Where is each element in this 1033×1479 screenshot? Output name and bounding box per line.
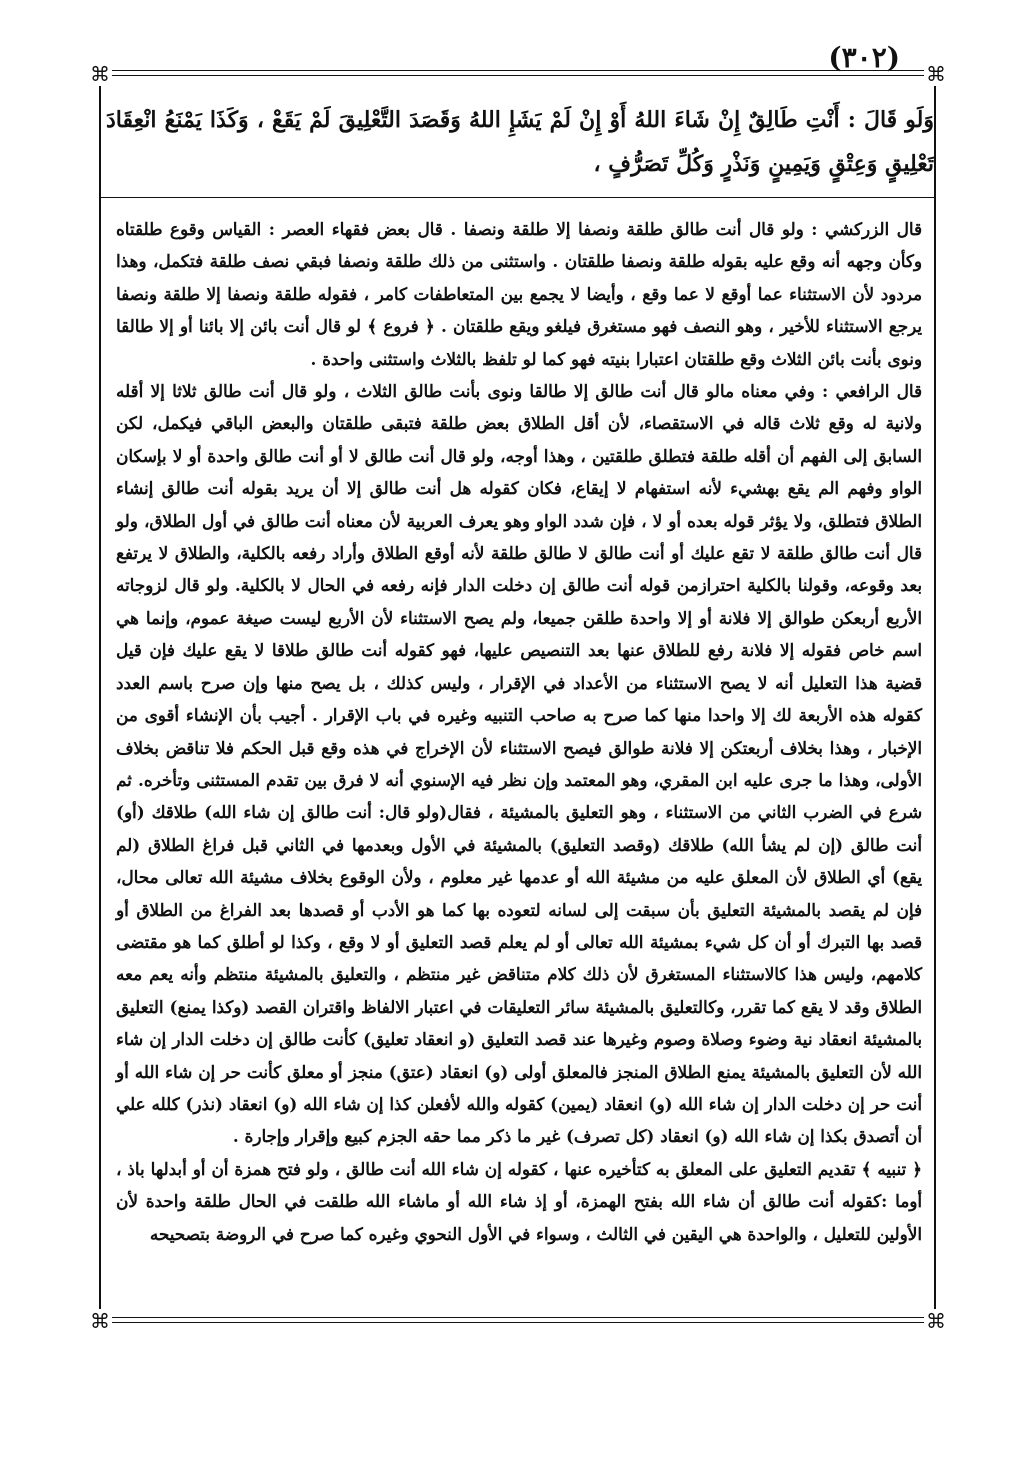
commentary-paragraph: قال الزركشي : ولو قال أنت طالق طلقة ونصفا إلا طلقة ونصفا . قال بعض فقهاء العصر : القياس وقوع طلقتاه وكأن وجهه أنه وقع عليه بقوله طلقة ونصفا طلقتان . واستثنى من ذلك طلقة ونصفا فبقي نصف طلقة فتكمل، وهذا مردود لأن الاستثناء عما أوقع لا عما وقع ، وأيضا لا يجمع بين المتعاطفات كامر ، فقوله طلقة ونصفا إلا طلقة ونصفا يرجع الاستثناء للأخير ، وهو النصف فهو مستغرق فيلغو ويقع طلقتان . ﴿ فروع ﴾ لو قال أنت بائن إلا بائنا أو إلا طالقا ونوى بأنت بائن الثلاث وقع طلقتان اعتبارا بنيته فهو كما لو تلفظ بالثلاث واستثنى واحدة . — [116, 219, 923, 369]
corner-ornament-icon: ⌘ — [90, 1309, 110, 1333]
corner-ornament-icon: ⌘ — [926, 1309, 946, 1333]
page-number: (٣٠٢) — [828, 41, 900, 74]
matn-text: وَلَو قَالَ : أَنْتِ طَالِقٌ إِنْ شَاءَ اللهُ أَوْ إِنْ لَمْ يَشَإِ اللهُ وَقَصَدَ التَّعْلِيقَ لَمْ يَقَعْ ، وَكَذَا يَمْنَعُ انْعِقَادَ تَعْلِيقٍ وَعِتْقٍ وَيَمِينٍ وَنَذْرٍ وَكُلِّ تَصَرُّفٍ ، — [106, 107, 934, 177]
frame-divider — [100, 197, 936, 198]
commentary-block — [116, 213, 922, 1250]
corner-ornament-icon: ⌘ — [926, 62, 946, 86]
corner-ornament-icon: ⌘ — [90, 62, 110, 86]
commentary-paragraph: قال الرافعي : وفي معناه مالو قال أنت طالق إلا طالقا ونوى بأنت طالق الثلاث ، ولو قال أنت طالق ثلاثا إلا أقله ولانية له وقع ثلاث قاله في الاستقصاء، لأن أقل الطلاق بعض طلقة فتبقى طلقتان والبعض الباقي فيكمل، لكن السابق إلى الفهم أن أقله طلقة فتطلق طلقتين ، وهذا أوجه، ولو قال أنت طالق لا أو أنت طالق واحدة أو لا بإسكان الواو وفهم الم يقع بهشيء لأنه استفهام لا إيقاع، فكان كقوله هل أنت طالق إلا أن يريد بقوله أنت طالق إنشاء الطلاق فتطلق، ولا يؤثر قوله بعده أو لا ، فإن شدد الواو وهو يعرف العربية لأن معناه أنت طالق في أول الطلاق، ولو قال أنت طالق طلقة لا تقع عليك أو أنت طالق لا طالق طلقة لأنه أوقع الطلاق وأراد رفعه بالكلية، والطلاق لا يرتفع بعد وقوعه، وقولنا بالكلية احترازمن قوله أنت طالق إن دخلت الدار فإنه رفعه في الحال لا بالكلية. ولو قال لزوجاته الأربع أربعكن طوالق إلا فلانة أو إلا واحدة طلقن جميعا، ولم يصح الاستثناء لأن الأربع ليست صيغة عموم، وإنما هي اسم خاص فقوله إلا فلانة رفع للطلاق عنها بعد التنصيص عليها، فهو كقوله أنت طالق طلاقا لا يقع عليك فإن قيل قضية هذا التعليل أنه لا يصح الاستثناء من الأعداد في الإقرار ، وليس كذلك ، بل يصح منها وإن صرح باسم العدد كقوله هذه الأربعة لك إلا واحدا منها كما صرح به صاحب التنبيه وغيره في باب الإقرار . أجيب بأن الإنشاء أقوى من الإخبار ، وهذا بخلاف أربعتكن إلا فلانة طوالق فيصح الاستثناء لأن الإخراج في هذه وقع قبل الحكم فلا تناقض بخلاف الأولى، وهذا ما جرى عليه ابن المقري، وهو المعتمد وإن نظر فيه الإسنوي أنه لا فرق بين تقدم المستثنى وتأخره. ثم شرع في الضرب الثاني من الاستثناء ، وهو التعليق بالمشيئة ، فقال(ولو قال: أنت طالق إن شاء الله) طلاقك (أو) أنت طالق (إن لم يشأ الله) طلاقك (وقصد التعليق) بالمشيئة في الأول وبعدمها في الثاني قبل فراغ الطلاق (لم يقع) أي الطلاق لأن المعلق عليه من مشيئة الله أو عدمها غير معلوم ، ولأن الوقوع بخلاف مشيئة الله تعالى محال، فإن لم يقصد بالمشيئة التعليق بأن سبقت إلى لسانه لتعوده بها كما هو الأدب أو قصدها بعد الفراغ من الطلاق أو قصد بها التبرك أو أن كل شيء بمشيئة الله تعالى أو لم يعلم قصد التعليق أو لا وقع ، وكذا لو أطلق كما هو مقتضى كلامهم، وليس هذا كالاستثناء المستغرق لأن ذلك كلام متناقض غير منتظم ، والتعليق بالمشيئة منتظم وأنه يعم معه الطلاق وقد لا يقع كما تقرر، وكالتعليق بالمشيئة سائر التعليقات في اعتبار الالفاظ واقتران القصد (وكذا يمنع) التعليق بالمشيئة انعقاد نية وضوء وصلاة وصوم وغيرها عند قصد التعليق (و انعقاد تعليق) كأنت طالق إن دخلت الدار إن شاء الله لأن التعليق بالمشيئة يمنع الطلاق المنجز فالمعلق أولى (و) انعقاد (عتق) منجز أو معلق كأنت حر إن شاء الله أو أنت حر إن دخلت الدار إن شاء الله (و) انعقاد (يمين) كقوله والله لأفعلن كذا إن شاء الله (و) انعقاد (نذر) كلله علي أن أتصدق بكذا إن شاء الله (و) انعقاد (كل تصرف) غير ما ذكر مما حقه الجزم كبيع وإقرار وإجارة . — [116, 381, 923, 1147]
frame-right-border — [934, 80, 936, 1320]
frame-top-border — [100, 70, 936, 76]
frame-left-border — [99, 80, 101, 1320]
commentary-paragraph: ﴿ تنبيه ﴾ تقديم التعليق على المعلق به كتأخيره عنها ، كقوله إن شاء الله أنت طالق ، ولو فتح همزة أن أو أبدلها باذ ، أوما :كقوله أنت طالق أن شاء الله بفتح الهمزة، أو إذ شاء الله أو ماشاء الله طلقت في الحال طلقة واحدة لأن الأولين للتعليل ، والواحدة هي اليقين في الثالث ، وسواء في الأول النحوي وغيره كما صرح في الروضة بتصحيحه — [116, 1158, 922, 1244]
frame-bottom-border — [100, 1317, 936, 1323]
